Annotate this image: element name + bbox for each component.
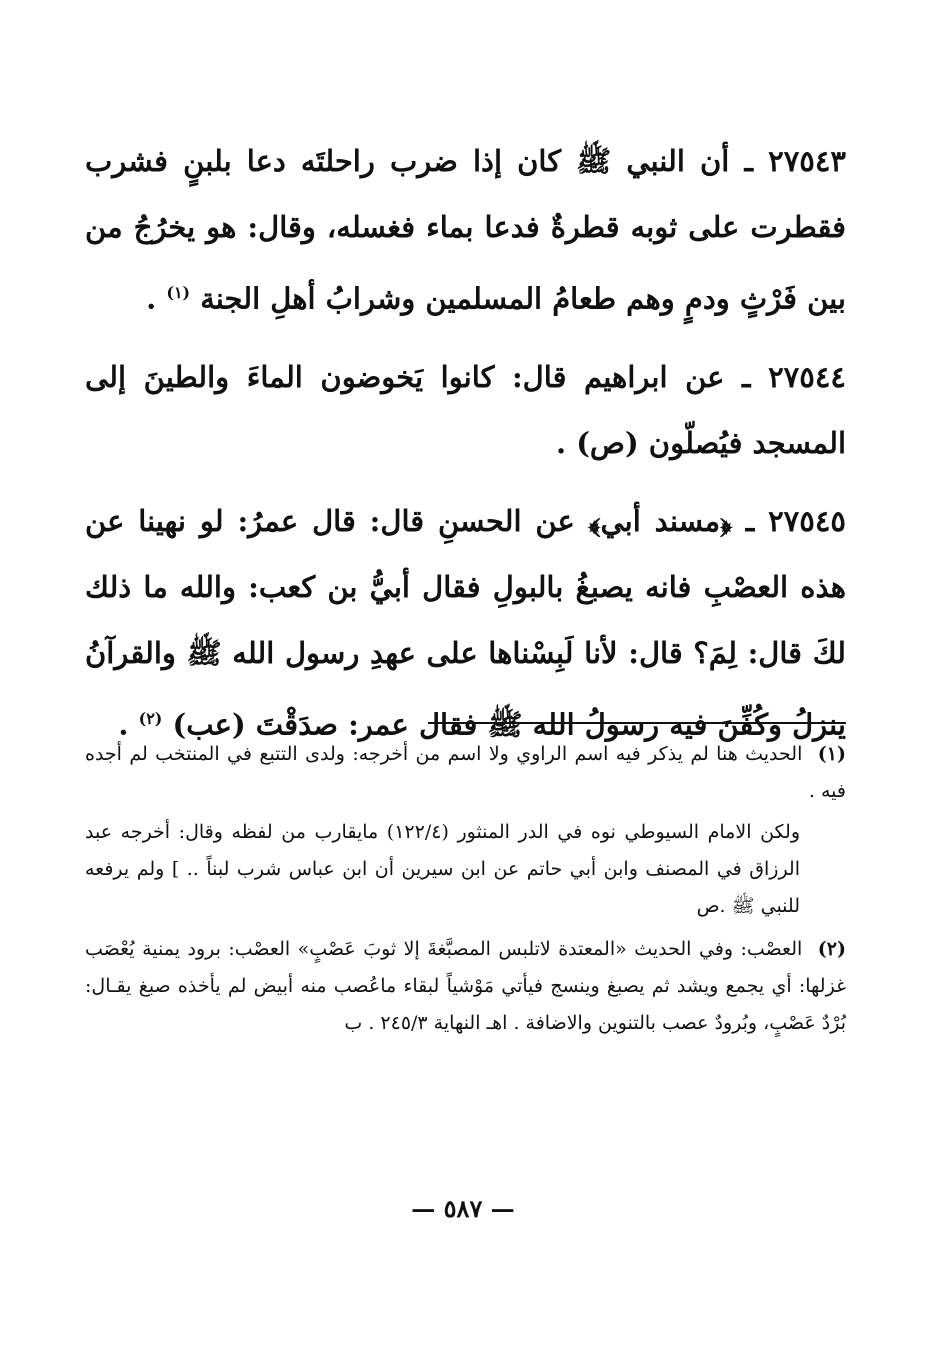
hadith-number: ٢٧٥٤٣ bbox=[768, 144, 847, 178]
hadith-number: ٢٧٥٤٤ bbox=[768, 359, 846, 394]
hadith-27544 bbox=[85, 344, 846, 476]
footnote-1 bbox=[85, 736, 846, 810]
hadith-list bbox=[85, 128, 846, 769]
footnote-2 bbox=[85, 931, 846, 1042]
footnote-1-continuation: ولكن الامام السيوطي نوه في الدر المنثور (١٢٢/٤) مايقارب من لفظه وقال: أخرجه عبد الرزاق في المصنف وابن أبي حاتم عن ابن سيرين أن ابن عباس شرب لبناً .. ] ولم يرفعه للنبي ﷺ .ص bbox=[85, 821, 800, 917]
hadith-dash: ـ bbox=[724, 359, 751, 394]
page-number: — ٥٨٧ — bbox=[411, 1194, 515, 1223]
footnote-divider bbox=[428, 722, 846, 724]
hadith-text: عن ابراهيم قال: كانوا يَخوضون الماءَ والطينَ إلى المسجد فيُصلّون (ص) bbox=[85, 359, 846, 460]
hadith-dash: ـ bbox=[729, 144, 753, 178]
footnote-marker: (٢) bbox=[817, 938, 846, 960]
hadith-number: ٢٧٥٤٥ bbox=[768, 503, 846, 538]
footnote-text: الحديث هنا لم يذكر فيه اسم الراوي ولا اسم من أخرجه: ولدى التتبع في المنتخب لم أجده فيه . bbox=[85, 743, 846, 802]
hadith-text: أن النبي ﷺ كان إذا ضرب راحلتَه دعا بلبنٍ فشرب فقطرت على ثوبه قطرةٌ فدعا بماء فغسله، وقال: هو يخرُجُ من بين فَرْثٍ ودمٍ وهم طعامُ المسلمين وشرابُ أهلِ الجنة bbox=[85, 144, 846, 316]
footnote-reference: (٢) bbox=[138, 708, 163, 728]
hadith-text: ﴿مسند أبي﴾ عن الحسنِ قال: قال عمرُ: لو نهينا عن هذه العصْبِ فانه يصبغُ بالبولِ فقال أبيُّ بن كعب: والله ما ذلك لكَ قال: لِمَ؟ قال: لأنا لَبِسْناها على عهدِ رسول الله ﷺ والقرآنُ ينزلُ وكُفِّنَ فيه رسولُ الله ﷺ فقال عمر: صدَقْتَ (عب) bbox=[85, 503, 846, 742]
footnote-text: العصْب: وفي الحديث «المعتدة لاتلبس المصبَّغةَ إلا ثوبَ عَصْبٍ» العصْب: برود يمنية يُعْصَب غزلها: أي يجمع ويشد ثم يصبغ وينسج فيأتي مَوْشياً لبقاء ماعُصب منه أبيض لم يأخذه صبغ يقـال: بُرْدٌ عَصْبٍ، وبُرودٌ عصب بالتنوين والاضافة . اهـ النهاية ٢٤٥/٣ . ب bbox=[85, 938, 846, 1034]
footnote-reference: (١) bbox=[166, 283, 191, 302]
footnotes-section bbox=[85, 736, 846, 1046]
hadith-27543 bbox=[85, 128, 846, 332]
hadith-end-mark: . bbox=[555, 425, 567, 460]
footnote-marker: (١) bbox=[817, 743, 846, 765]
hadith-end-mark: . bbox=[118, 707, 129, 742]
hadith-end-mark: . bbox=[146, 281, 157, 316]
hadith-dash: ـ bbox=[731, 503, 755, 538]
hadith-27545 bbox=[85, 488, 846, 758]
